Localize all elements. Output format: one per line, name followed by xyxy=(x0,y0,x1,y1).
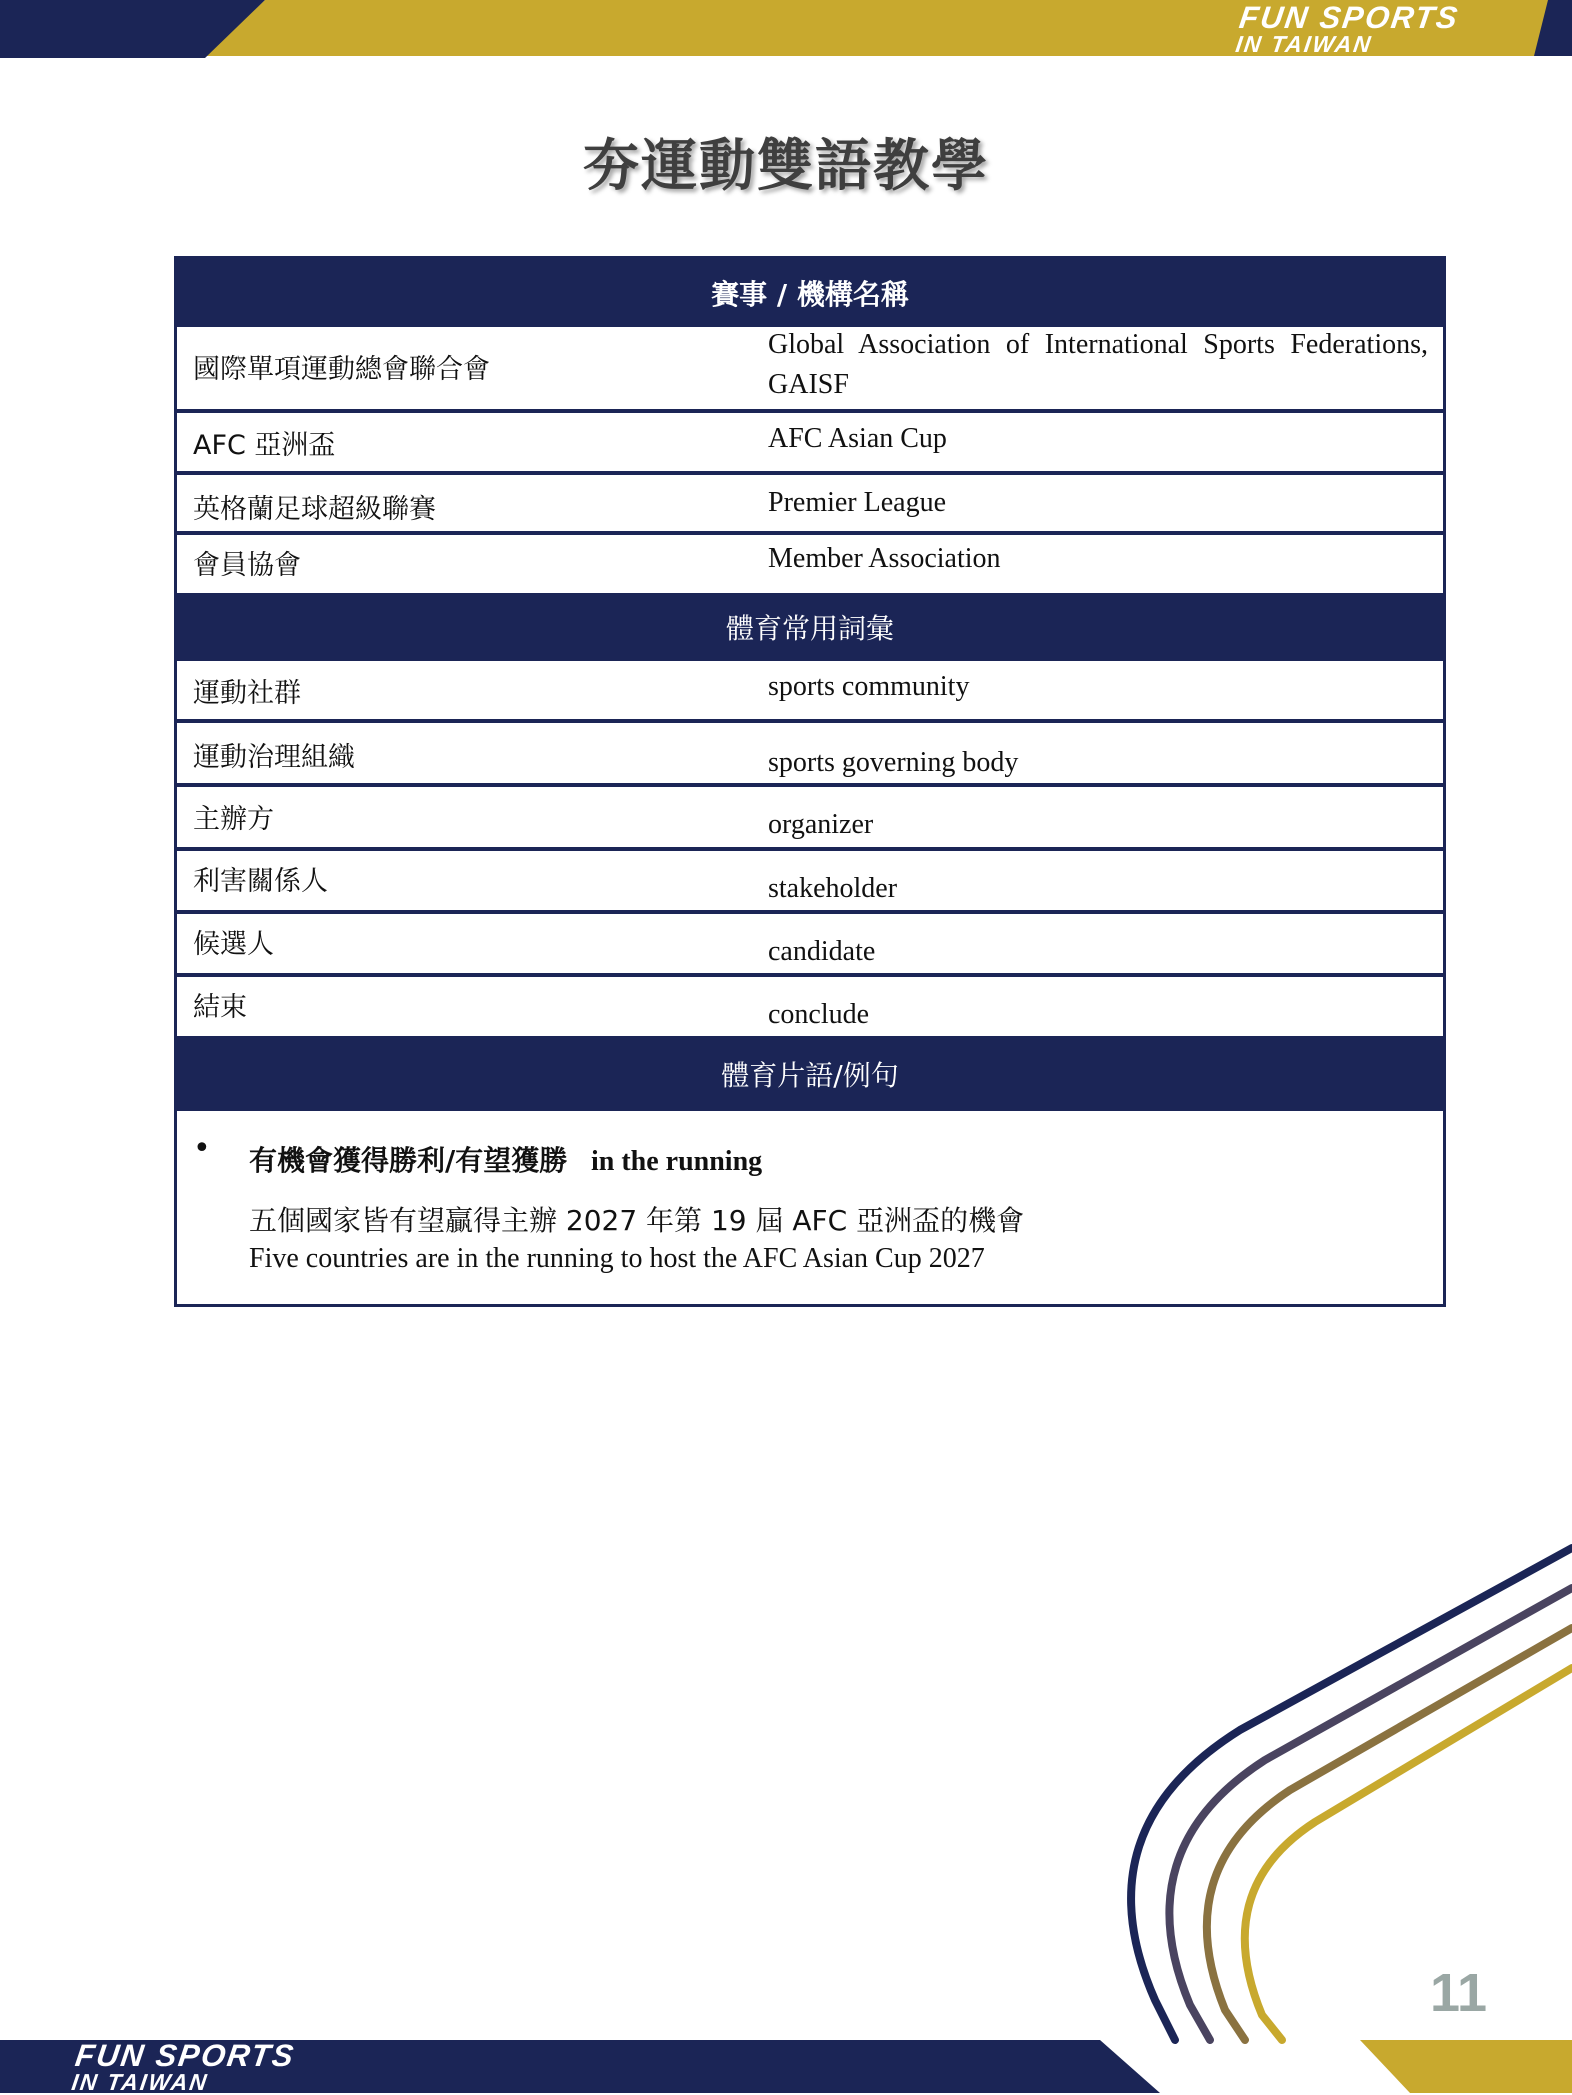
section-header-vocabulary: 體育常用詞彙 xyxy=(177,593,1443,661)
vocab-table xyxy=(174,256,1446,1307)
term-en: Global Association of International Sports Federations, GAISF xyxy=(768,329,1428,400)
table-row xyxy=(177,783,1443,847)
table-row xyxy=(177,847,1443,910)
table-row xyxy=(177,327,1443,409)
term-en: AFC Asian Cup xyxy=(768,423,947,454)
section-header-phrases: 體育片語/例句 xyxy=(177,1036,1443,1111)
table-row xyxy=(177,973,1443,1036)
table-row xyxy=(177,471,1443,531)
term-zh: 英格蘭足球超級聯賽 xyxy=(193,494,436,525)
term-zh: 會員協會 xyxy=(193,550,301,581)
phrase-line xyxy=(249,1139,762,1179)
term-en: candidate xyxy=(768,936,876,967)
term-zh: 運動社群 xyxy=(193,678,301,709)
table-row xyxy=(177,409,1443,471)
term-en: Premier League xyxy=(768,487,947,518)
term-zh: 運動治理組織 xyxy=(193,742,355,773)
term-zh: 主辦方 xyxy=(193,804,274,835)
brand-line-1: FUN SPORTS xyxy=(1237,0,1462,35)
table-row xyxy=(177,719,1443,783)
term-zh: AFC 亞洲盃 xyxy=(193,430,336,461)
bullet-icon: • xyxy=(193,1131,211,1166)
example-sentence-zh: 五個國家皆有望贏得主辦 2027 年第 19 屆 AFC 亞洲盃的機會 xyxy=(249,1204,1025,1237)
phrase-example xyxy=(177,1111,1443,1307)
brand-line-1: FUN SPORTS xyxy=(73,2038,298,2073)
bottom-gold-band xyxy=(1360,2040,1572,2093)
term-en: conclude xyxy=(768,999,870,1030)
table-row xyxy=(177,661,1443,719)
example-sentence-en: Five countries are in the running to host the AFC Asian Cup 2027 xyxy=(249,1243,985,1274)
term-en: Member Association xyxy=(768,543,1001,574)
phrase-en: in the running xyxy=(590,1146,763,1177)
term-en: organizer xyxy=(768,809,874,840)
page-number: 11 xyxy=(1430,1963,1488,2023)
phrase-zh: 有機會獲得勝利/有望獲勝 xyxy=(249,1144,568,1177)
term-zh: 結束 xyxy=(193,992,247,1023)
brand-line-2: IN TAIWAN xyxy=(70,2069,211,2095)
brand-line-2: IN TAIWAN xyxy=(1234,31,1375,57)
brand-logo-bottom xyxy=(70,2040,297,2094)
term-en: sports community xyxy=(768,671,970,702)
term-zh: 利害關係人 xyxy=(193,866,328,897)
section-header-organizations: 賽事 / 機構名稱 xyxy=(177,259,1443,327)
table-row xyxy=(177,531,1443,593)
table-row xyxy=(177,910,1443,973)
term-zh: 國際單項運動總會聯合會 xyxy=(193,354,490,385)
term-en: stakeholder xyxy=(768,873,898,904)
page-title: 夯運動雙語教學 xyxy=(583,134,989,199)
term-en: sports governing body xyxy=(768,747,1019,778)
brand-logo-top xyxy=(1234,2,1461,56)
term-zh: 候選人 xyxy=(193,929,274,960)
